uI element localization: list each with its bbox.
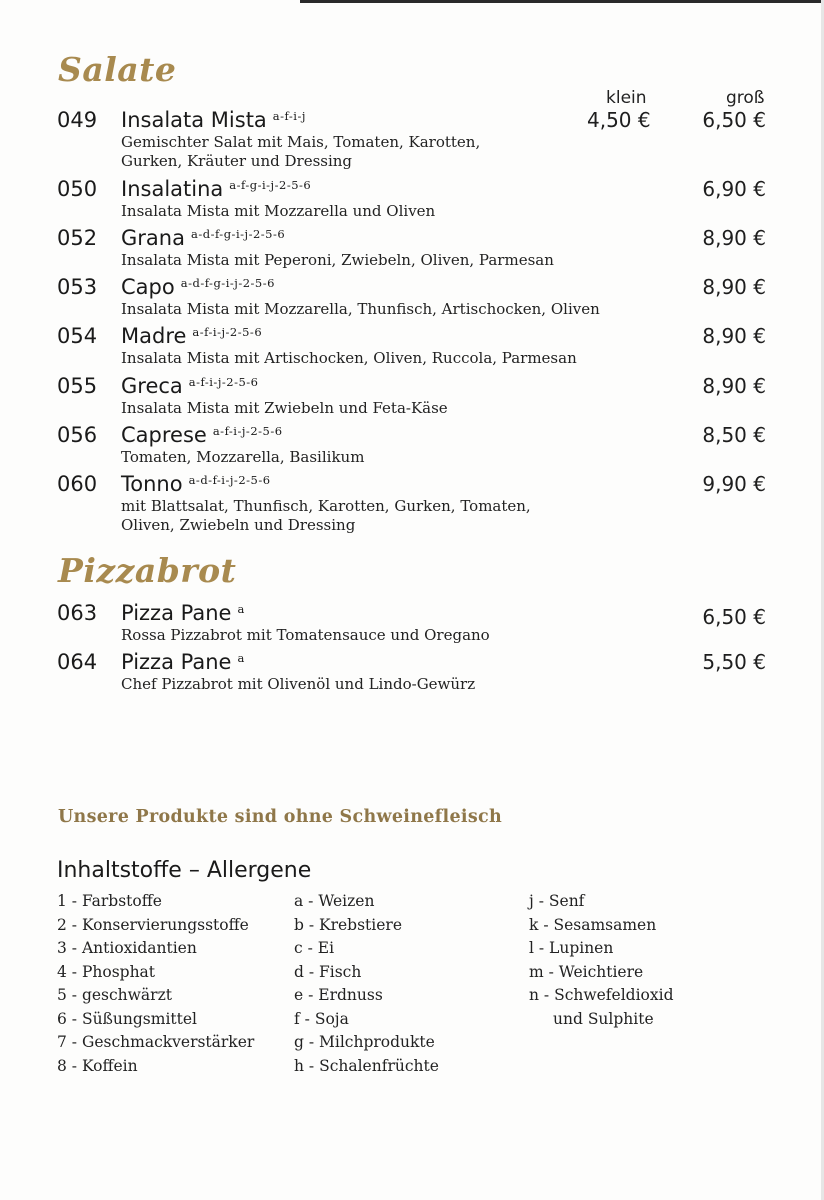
item-allergens: a-f-i-j-2-5-6	[188, 375, 259, 389]
allergen-column-additives	[57, 890, 254, 1078]
item-number: 054	[57, 324, 98, 348]
item-name-wrapper	[121, 324, 262, 348]
allergen-entry: 2 - Konservierungsstoffe	[57, 915, 249, 934]
item-name-wrapper	[121, 472, 271, 496]
item-price-gross: 8,90 €	[702, 275, 766, 299]
allergen-entry: m - Weichtiere	[529, 962, 644, 981]
page-top-edge	[300, 0, 824, 3]
item-number: 056	[57, 423, 98, 447]
item-price-gross: 6,50 €	[702, 108, 766, 132]
allergen-entry: n - Schwefeldioxid	[529, 986, 674, 1004]
allergen-legend-title: Inhaltstoffe – Allergene	[57, 858, 312, 883]
allergen-entry: 6 - Süßungsmittel	[57, 1009, 197, 1028]
section-title-pizzabrot: Pizzabrot	[58, 551, 237, 590]
item-name: Pizza Pane	[121, 650, 232, 674]
item-allergens: a-f-i-j-2-5-6	[212, 424, 283, 438]
item-name: Tonno	[121, 472, 183, 496]
allergen-entry: 7 - Geschmackverstärker	[57, 1033, 255, 1051]
section-title-salate: Salate	[58, 50, 177, 89]
item-allergens: a-d-f-g-i-j-2-5-6	[180, 276, 275, 290]
item-allergens: a-f-i-j-2-5-6	[192, 325, 263, 339]
allergen-entry: und Sulphite	[553, 1009, 654, 1028]
allergen-entry: c - Ei	[294, 939, 335, 957]
item-price-klein: 4,50 €	[587, 108, 651, 132]
item-description: Gemischter Salat mit Mais, Tomaten, Karotten, Gurken, Kräuter und Dressing	[121, 133, 481, 170]
allergen-column-allergens-j-n	[529, 890, 674, 1031]
item-description: mit Blattsalat, Thunfisch, Karotten, Gurken, Tomaten, Oliven, Zwiebeln und Dressing	[121, 497, 531, 534]
item-description: Rossa Pizzabrot mit Tomatensauce und Oregano	[121, 626, 490, 644]
item-description: Chef Pizzabrot mit Olivenöl und Lindo-Gewürz	[121, 675, 476, 693]
allergen-entry: 5 - geschwärzt	[57, 986, 172, 1004]
item-description: Insalata Mista mit Peperoni, Zwiebeln, Oliven, Parmesan	[121, 251, 554, 269]
item-number: 063	[57, 601, 98, 625]
item-number: 053	[57, 275, 98, 299]
item-number: 052	[57, 226, 98, 250]
item-name: Insalatina	[121, 177, 224, 201]
allergen-entry: j - Senf	[529, 892, 585, 910]
item-name-wrapper	[121, 650, 245, 674]
pork-free-notice: Unsere Produkte sind ohne Schweinefleisch	[58, 807, 502, 827]
allergen-entry: 4 - Phosphat	[57, 962, 156, 981]
item-price-gross: 8,90 €	[702, 374, 766, 398]
column-header-gross: groß	[726, 88, 765, 108]
item-name-wrapper	[121, 601, 245, 625]
item-name: Capo	[121, 275, 175, 299]
item-name: Insalata Mista	[121, 108, 267, 132]
item-description: Insalata Mista mit Artischocken, Oliven, Ruccola, Parmesan	[121, 349, 577, 367]
item-number: 049	[57, 108, 98, 132]
allergen-entry: 1 - Farbstoffe	[57, 892, 162, 910]
item-name-wrapper	[121, 177, 311, 201]
item-price-gross: 8,50 €	[702, 423, 766, 447]
allergen-entry: f - Soja	[294, 1009, 349, 1028]
item-name: Madre	[121, 324, 187, 348]
item-number: 050	[57, 177, 98, 201]
allergen-entry: 3 - Antioxidantien	[57, 939, 197, 957]
item-number: 055	[57, 374, 98, 398]
item-price-gross: 6,50 €	[702, 605, 766, 629]
item-allergens: a-f-g-i-j-2-5-6	[229, 178, 312, 192]
item-name: Caprese	[121, 423, 207, 447]
allergen-entry: b - Krebstiere	[294, 915, 402, 934]
item-description: Insalata Mista mit Zwiebeln und Feta-Käse	[121, 399, 448, 417]
item-price-gross: 8,90 €	[702, 226, 766, 250]
item-price-gross: 9,90 €	[702, 472, 766, 496]
item-name-wrapper	[121, 108, 306, 132]
item-price-gross: 8,90 €	[702, 324, 766, 348]
item-number: 060	[57, 472, 98, 496]
allergen-column-allergens-a-h	[294, 890, 439, 1078]
item-description: Tomaten, Mozzarella, Basilikum	[121, 448, 365, 466]
item-price-gross: 5,50 €	[702, 650, 766, 674]
allergen-entry: g - Milchprodukte	[294, 1033, 435, 1051]
item-allergens: a	[237, 602, 245, 616]
item-name-wrapper	[121, 423, 283, 447]
item-description: Insalata Mista mit Mozzarella und Oliven	[121, 202, 436, 220]
item-description: Insalata Mista mit Mozzarella, Thunfisch, Artischocken, Oliven	[121, 300, 600, 318]
column-header-klein: klein	[606, 88, 647, 108]
item-allergens: a-f-i-j	[272, 109, 306, 123]
item-allergens: a-d-f-g-i-j-2-5-6	[190, 227, 286, 241]
allergen-entry: a - Weizen	[294, 892, 375, 910]
allergen-entry: d - Fisch	[294, 962, 362, 981]
allergen-entry: h - Schalenfrüchte	[294, 1056, 439, 1075]
allergen-entry: 8 - Koffein	[57, 1056, 138, 1075]
item-number: 064	[57, 650, 98, 674]
item-name-wrapper	[121, 275, 275, 299]
item-price-gross: 6,90 €	[702, 177, 766, 201]
allergen-entry: e - Erdnuss	[294, 986, 383, 1004]
item-name: Pizza Pane	[121, 601, 232, 625]
item-allergens: a	[237, 651, 245, 665]
allergen-entry: k - Sesamsamen	[529, 915, 657, 934]
item-allergens: a-d-f-i-j-2-5-6	[188, 473, 271, 487]
item-name-wrapper	[121, 374, 259, 398]
item-name: Grana	[121, 226, 185, 250]
item-name-wrapper	[121, 226, 285, 250]
item-name: Greca	[121, 374, 183, 398]
allergen-entry: l - Lupinen	[529, 939, 614, 957]
